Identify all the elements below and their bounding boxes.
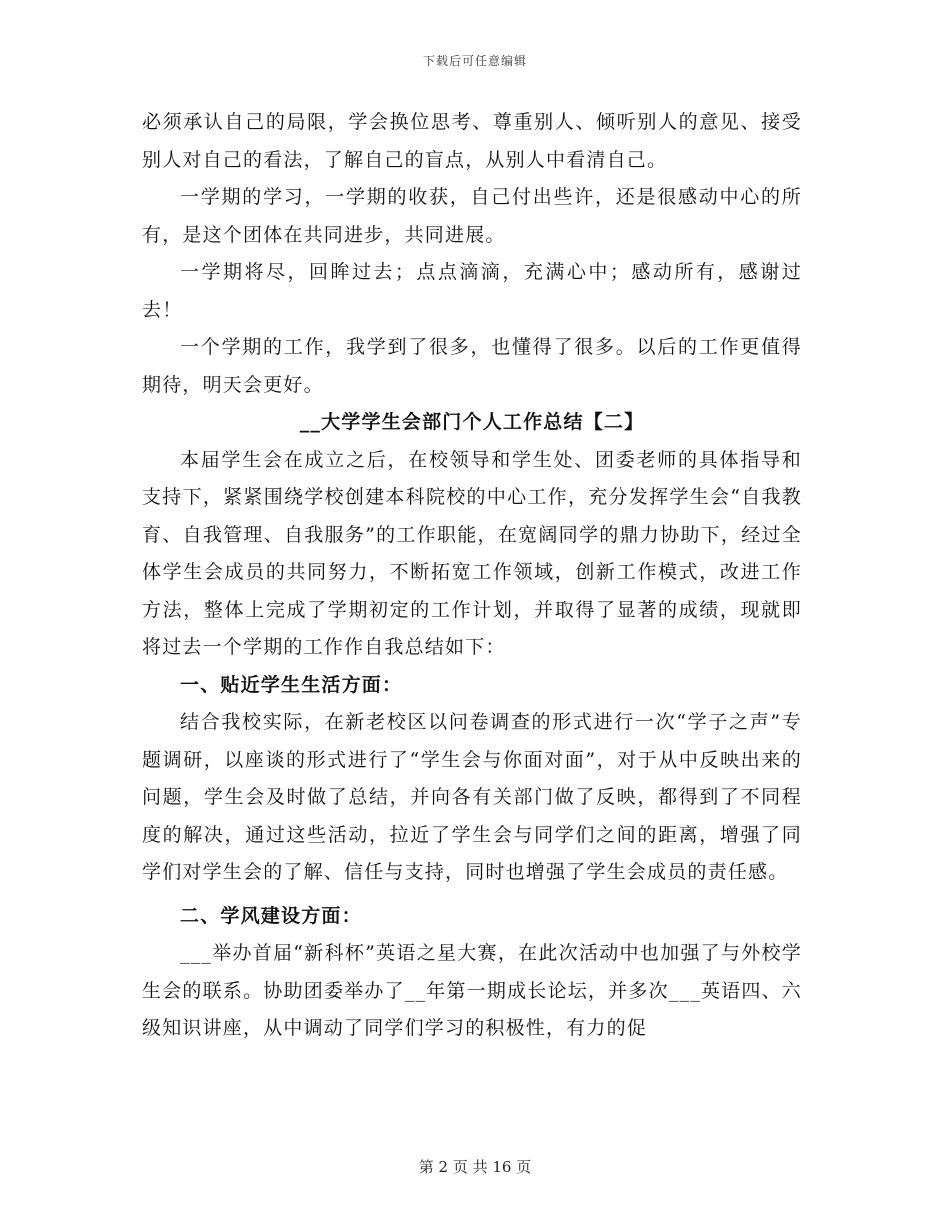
paragraph-introduction: 本届学生会在成立之后，在校领导和学生处、团委老师的具体指导和支持下，紧紧围绕学校创建本科院校的中心工作，充分发挥学生会“自我教育、自我管理、自我服务”的工作职能，在宽阔同学的鼎力协助下，经过全体学生会成员的共同努力，不断拓宽工作领域，创新工作模式，改进工作方法，整体上完成了学期初定的工作计划，并取得了显著的成绩，现就即将过去一个学期的工作作自我总结如下： (142, 448, 802, 658)
paragraph-semester-learning: 一学期的学习，一学期的收获，自己付出些许，还是很感动中心的所有，是这个团体在共同进步，共同进展。 (142, 186, 802, 246)
paragraph-semester-work: 一个学期的工作，我学到了很多，也懂得了很多。以后的工作更值得期待，明天会更好。 (142, 336, 802, 396)
paragraph-study-style: ___举办首届“新科杯”英语之星大赛，在此次活动中也加强了与外校学生会的联系。协助团委举办了__年第一期成长论坛，并多次___英语四、六级知识讲座，从中调动了同学们学习的积极性，有力的促 (142, 942, 802, 1039)
heading-student-life: 一、贴近学生生活方面： (180, 673, 403, 696)
paragraph-continued: 必须承认自己的局限，学会换位思考、尊重别人、倾听别人的意见、接受别人对自己的看法，了解自己的盲点，从别人中看清自己。 (142, 111, 802, 171)
paragraph-student-life: 结合我校实际，在新老校区以问卷调查的形式进行一次“学子之声”专题调研，以座谈的形式进行了“学生会与你面对面”，对于从中反映出来的问题，学生会及时做了总结，并向各有关部门做了反映，都得到了不同程度的解决，通过这些活动，拉近了学生会与同学们之间的距离，增强了同学们对学生会的了解、信任与支持，同时也增强了学生会成员的责任感。 (142, 711, 802, 883)
page-number: 第 2 页 共 16 页 (418, 1158, 532, 1176)
header-note: 下载后可任意编辑 (422, 54, 527, 68)
paragraph-semester-ending: 一学期将尽，回眸过去；点点滴滴，充满心中；感动所有，感谢过去！ (142, 261, 802, 321)
document-body (142, 104, 802, 1048)
heading-study-style: 二、学风建设方面： (180, 904, 362, 927)
section-title: __大学学生会部门个人工作总结【二】 (299, 411, 645, 433)
